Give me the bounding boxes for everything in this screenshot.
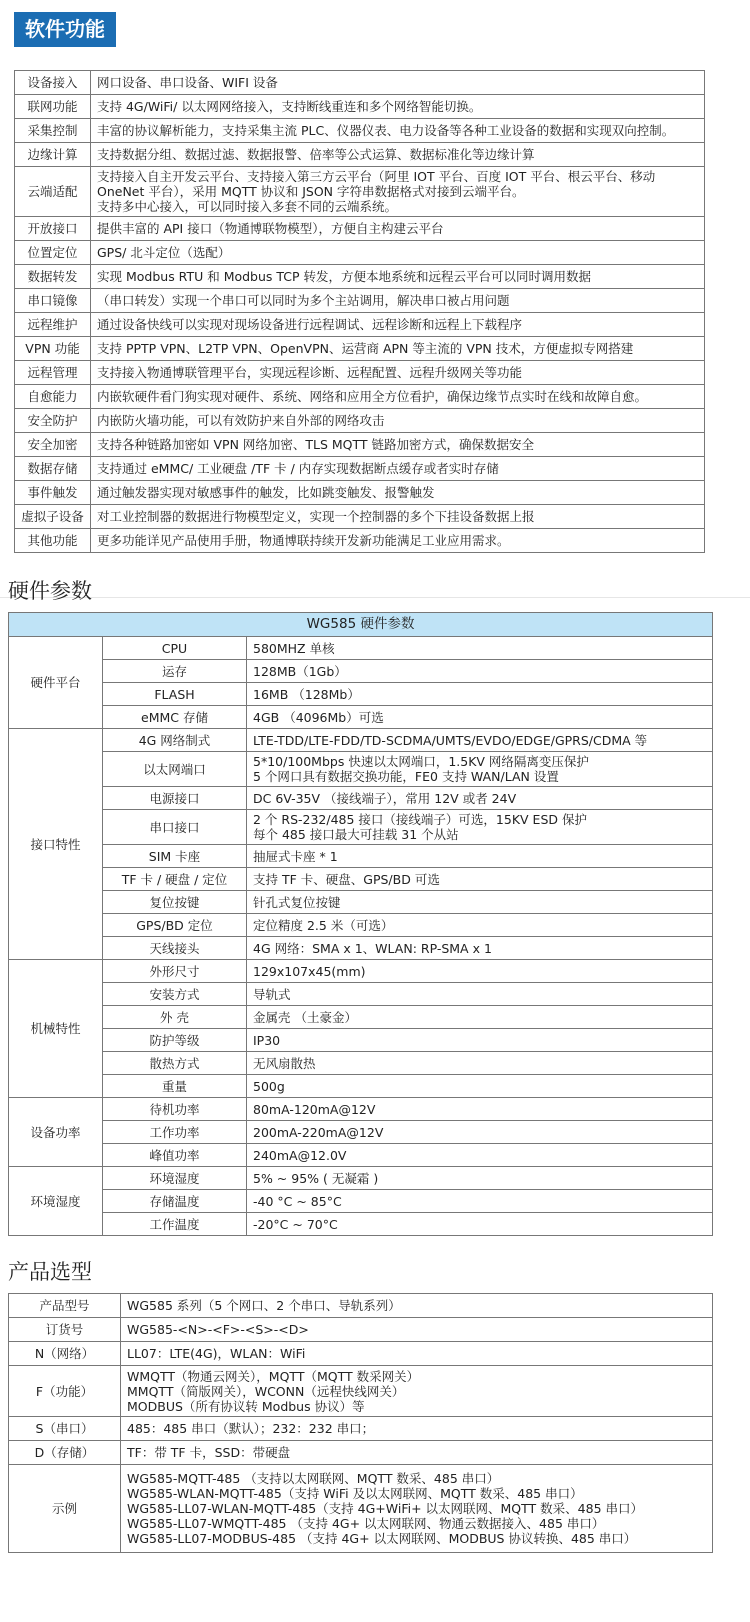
table-row: [9, 706, 713, 729]
table-row: [15, 71, 705, 95]
table-row: [9, 1121, 713, 1144]
param-value: 2 个 RS-232/485 接口（接线端子）可选，15KV ESD 保护 每个 485 接口最大可挂载 31 个从站: [247, 810, 713, 845]
feature-value: 更多功能详见产品使用手册，物通博联持续开发新功能满足工业应用需求。: [91, 529, 705, 553]
selection-section-title: 产品选型: [8, 1260, 92, 1284]
feature-value: 支持数据分组、数据过滤、数据报警、倍率等公式运算、数据标准化等边缘计算: [91, 143, 705, 167]
param-name: 电源接口: [103, 787, 247, 810]
table-row: [9, 1318, 713, 1342]
feature-label: 数据存储: [15, 457, 91, 481]
selection-label: S（串口）: [9, 1417, 121, 1441]
feature-value: （串口转发）实现一个串口可以同时为多个主站调用，解决串口被占用问题: [91, 289, 705, 313]
feature-label: 云端适配: [15, 167, 91, 217]
table-row: [9, 845, 713, 868]
selection-value: WG585 系列（5 个网口、2 个串口、导轨系列）: [121, 1294, 713, 1318]
feature-label: 自愈能力: [15, 385, 91, 409]
feature-value: GPS/ 北斗定位（选配）: [91, 241, 705, 265]
table-row: [9, 1465, 713, 1553]
feature-label: 虚拟子设备: [15, 505, 91, 529]
feature-label: 远程维护: [15, 313, 91, 337]
selection-label: F（功能）: [9, 1366, 121, 1417]
param-name: 环境湿度: [103, 1167, 247, 1190]
feature-label: 采集控制: [15, 119, 91, 143]
selection-value: WG585-MQTT-485 （支持以太网联网、MQTT 数采、485 串口） WG585-WLAN-MQTT-485（支持 WiFi 及以太网联网、MQTT 数采、485 串口） WG585-LL07-WLAN-MQTT-485（支持 4G+WiFi+ 以太网联网、MQTT 数采、485 串口） WG585-LL07-WMQTT-485 （支持 4G+ 以太网联网、物通云数据接入、485 串口） WG585-LL07-MODBUS-485 （支持 4G+ 以太网联网、MODBUS 协议转换、485 串口）: [121, 1465, 713, 1553]
group-label: 硬件平台: [9, 637, 103, 729]
param-value: -20°C ~ 70°C: [247, 1213, 713, 1236]
param-name: TF 卡 / 硬盘 / 定位: [103, 868, 247, 891]
table-row: [9, 1190, 713, 1213]
param-name: eMMC 存储: [103, 706, 247, 729]
table-row: [15, 337, 705, 361]
table-row: [9, 960, 713, 983]
param-value: 5% ~ 95% ( 无凝霜 ): [247, 1167, 713, 1190]
table-row: [15, 119, 705, 143]
table-row: [9, 937, 713, 960]
table-row: [15, 241, 705, 265]
selection-label: N（网络）: [9, 1342, 121, 1366]
table-row: [9, 1417, 713, 1441]
feature-value: 提供丰富的 API 接口（物通博联物模型），方便自主构建云平台: [91, 217, 705, 241]
param-name: 运存: [103, 660, 247, 683]
table-row: [15, 265, 705, 289]
feature-value: 内嵌软硬件看门狗实现对硬件、系统、网络和应用全方位看护，确保边缘节点实时在线和故障自愈。: [91, 385, 705, 409]
group-label: 接口特性: [9, 729, 103, 960]
table-row: [9, 914, 713, 937]
feature-label: 其他功能: [15, 529, 91, 553]
param-name: 工作功率: [103, 1121, 247, 1144]
param-value: IP30: [247, 1029, 713, 1052]
table-row: [9, 983, 713, 1006]
selection-label: D（存储）: [9, 1441, 121, 1465]
feature-label: 串口镜像: [15, 289, 91, 313]
param-name: 4G 网络制式: [103, 729, 247, 752]
table-row: [15, 505, 705, 529]
table-row: [9, 637, 713, 660]
table-row: [9, 787, 713, 810]
table-row: [9, 1006, 713, 1029]
param-value: 支持 TF 卡、硬盘、GPS/BD 可选: [247, 868, 713, 891]
param-value: -40 °C ~ 85°C: [247, 1190, 713, 1213]
feature-value: 支持通过 eMMC/ 工业硬盘 /TF 卡 / 内存实现数据断点缓存或者实时存储: [91, 457, 705, 481]
selection-value: 485：485 串口（默认）；232：232 串口；: [121, 1417, 713, 1441]
param-value: 80mA-120mA@12V: [247, 1098, 713, 1121]
param-value: 定位精度 2.5 米（可选）: [247, 914, 713, 937]
table-row: [9, 1167, 713, 1190]
table-row: [9, 1075, 713, 1098]
feature-value: 支持各种链路加密如 VPN 网络加密、TLS MQTT 链路加密方式，确保数据安全: [91, 433, 705, 457]
param-value: 200mA-220mA@12V: [247, 1121, 713, 1144]
feature-value: 支持 4G/WiFi/ 以太网网络接入，支持断线重连和多个网络智能切换。: [91, 95, 705, 119]
software-section-title: 软件功能: [14, 12, 116, 47]
param-value: 128MB（1Gb）: [247, 660, 713, 683]
param-name: SIM 卡座: [103, 845, 247, 868]
feature-label: 安全加密: [15, 433, 91, 457]
software-features-table: [14, 70, 705, 553]
feature-value: 支持接入自主开发云平台、支持接入第三方云平台（阿里 IOT 平台、百度 IOT 平台、根云平台、移动 OneNet 平台），采用 MQTT 协议和 JSON 字符串数据格式对接到云端平台。 支持多中心接入，可以同时接入多套不同的云端系统。: [91, 167, 705, 217]
group-label: 环境湿度: [9, 1167, 103, 1236]
table-row: [15, 457, 705, 481]
section-divider: [0, 597, 750, 598]
table-row: [15, 143, 705, 167]
table-row: [9, 1052, 713, 1075]
table-row: [15, 217, 705, 241]
feature-label: 数据转发: [15, 265, 91, 289]
feature-value: 通过触发器实现对敏感事件的触发，比如跳变触发、报警触发: [91, 481, 705, 505]
param-value: 抽屉式卡座 * 1: [247, 845, 713, 868]
feature-value: 网口设备、串口设备、WIFI 设备: [91, 71, 705, 95]
selection-value: WMQTT（物通云网关），MQTT（MQTT 数采网关） MMQTT（简版网关），WCONN（远程快线网关） MODBUS（所有协议转 Modbus 协议）等: [121, 1366, 713, 1417]
table-row: [9, 810, 713, 845]
param-name: 防护等级: [103, 1029, 247, 1052]
table-row: [15, 481, 705, 505]
hardware-table-header: WG585 硬件参数: [9, 613, 713, 637]
feature-label: 联网功能: [15, 95, 91, 119]
table-row: [15, 361, 705, 385]
table-row: [9, 683, 713, 706]
param-value: 5*10/100Mbps 快速以太网端口，1.5KV 网络隔离变压保护 5 个网口具有数据交换功能，FE0 支持 WAN/LAN 设置: [247, 752, 713, 787]
table-row: [15, 409, 705, 433]
table-row: [9, 1342, 713, 1366]
feature-value: 支持接入物通博联管理平台，实现远程诊断、远程配置、远程升级网关等功能: [91, 361, 705, 385]
param-name: 重量: [103, 1075, 247, 1098]
table-row: [9, 868, 713, 891]
table-row: [15, 529, 705, 553]
feature-value: 丰富的协议解析能力，支持采集主流 PLC、仪器仪表、电力设备等各种工业设备的数据和实现双向控制。: [91, 119, 705, 143]
selection-label: 产品型号: [9, 1294, 121, 1318]
param-name: FLASH: [103, 683, 247, 706]
table-row: [9, 729, 713, 752]
table-row: [15, 95, 705, 119]
selection-value: WG585-<N>-<F>-<S>-<D>: [121, 1318, 713, 1342]
param-value: 240mA@12.0V: [247, 1144, 713, 1167]
param-value: 500g: [247, 1075, 713, 1098]
param-name: 外 壳: [103, 1006, 247, 1029]
table-row: [15, 433, 705, 457]
table-row: [15, 167, 705, 217]
param-value: 无风扇散热: [247, 1052, 713, 1075]
group-label: 设备功率: [9, 1098, 103, 1167]
feature-value: 对工业控制器的数据进行物模型定义，实现一个控制器的多个下挂设备数据上报: [91, 505, 705, 529]
table-row: [9, 1294, 713, 1318]
feature-value: 支持 PPTP VPN、L2TP VPN、OpenVPN、运营商 APN 等主流的 VPN 技术，方便虚拟专网搭建: [91, 337, 705, 361]
feature-label: 边缘计算: [15, 143, 91, 167]
table-row: [9, 1366, 713, 1417]
product-selection-table: [8, 1293, 713, 1553]
table-row: [9, 1144, 713, 1167]
param-name: 散热方式: [103, 1052, 247, 1075]
hardware-params-table: [8, 612, 713, 1236]
param-value: 针孔式复位按键: [247, 891, 713, 914]
feature-value: 内嵌防火墙功能，可以有效防护来自外部的网络攻击: [91, 409, 705, 433]
param-value: 4GB （4096Mb）可选: [247, 706, 713, 729]
param-value: 导轨式: [247, 983, 713, 1006]
table-row: [9, 1213, 713, 1236]
table-row: [15, 289, 705, 313]
feature-value: 实现 Modbus RTU 和 Modbus TCP 转发，方便本地系统和远程云平台可以同时调用数据: [91, 265, 705, 289]
table-row: [9, 660, 713, 683]
table-row: [9, 752, 713, 787]
table-row: [9, 1098, 713, 1121]
selection-value: LL07：LTE(4G)，WLAN：WiFi: [121, 1342, 713, 1366]
param-name: CPU: [103, 637, 247, 660]
param-value: LTE-TDD/LTE-FDD/TD-SCDMA/UMTS/EVDO/EDGE/GPRS/CDMA 等: [247, 729, 713, 752]
param-name: 外形尺寸: [103, 960, 247, 983]
param-value: 4G 网络：SMA x 1、WLAN: RP-SMA x 1: [247, 937, 713, 960]
param-name: 天线接头: [103, 937, 247, 960]
feature-label: 开放接口: [15, 217, 91, 241]
feature-label: 远程管理: [15, 361, 91, 385]
param-name: 工作温度: [103, 1213, 247, 1236]
param-name: 存储温度: [103, 1190, 247, 1213]
feature-value: 通过设备快线可以实现对现场设备进行远程调试、远程诊断和远程上下载程序: [91, 313, 705, 337]
param-value: 129x107x45(mm): [247, 960, 713, 983]
param-value: DC 6V-35V （接线端子），常用 12V 或者 24V: [247, 787, 713, 810]
param-name: 以太网端口: [103, 752, 247, 787]
feature-label: VPN 功能: [15, 337, 91, 361]
selection-label: 示例: [9, 1465, 121, 1553]
param-name: 串口接口: [103, 810, 247, 845]
selection-label: 订货号: [9, 1318, 121, 1342]
hardware-section-title: 硬件参数: [8, 579, 92, 603]
table-row: [9, 1029, 713, 1052]
param-value: 580MHZ 单核: [247, 637, 713, 660]
table-row: [9, 891, 713, 914]
param-name: GPS/BD 定位: [103, 914, 247, 937]
table-row: [9, 1441, 713, 1465]
feature-label: 设备接入: [15, 71, 91, 95]
param-value: 16MB （128Mb）: [247, 683, 713, 706]
feature-label: 位置定位: [15, 241, 91, 265]
feature-label: 事件触发: [15, 481, 91, 505]
param-name: 待机功率: [103, 1098, 247, 1121]
table-row: [15, 385, 705, 409]
param-name: 复位按键: [103, 891, 247, 914]
feature-label: 安全防护: [15, 409, 91, 433]
selection-value: TF：带 TF 卡，SSD：带硬盘: [121, 1441, 713, 1465]
table-row: [15, 313, 705, 337]
group-label: 机械特性: [9, 960, 103, 1098]
param-name: 峰值功率: [103, 1144, 247, 1167]
param-name: 安装方式: [103, 983, 247, 1006]
param-value: 金属壳 （土豪金）: [247, 1006, 713, 1029]
